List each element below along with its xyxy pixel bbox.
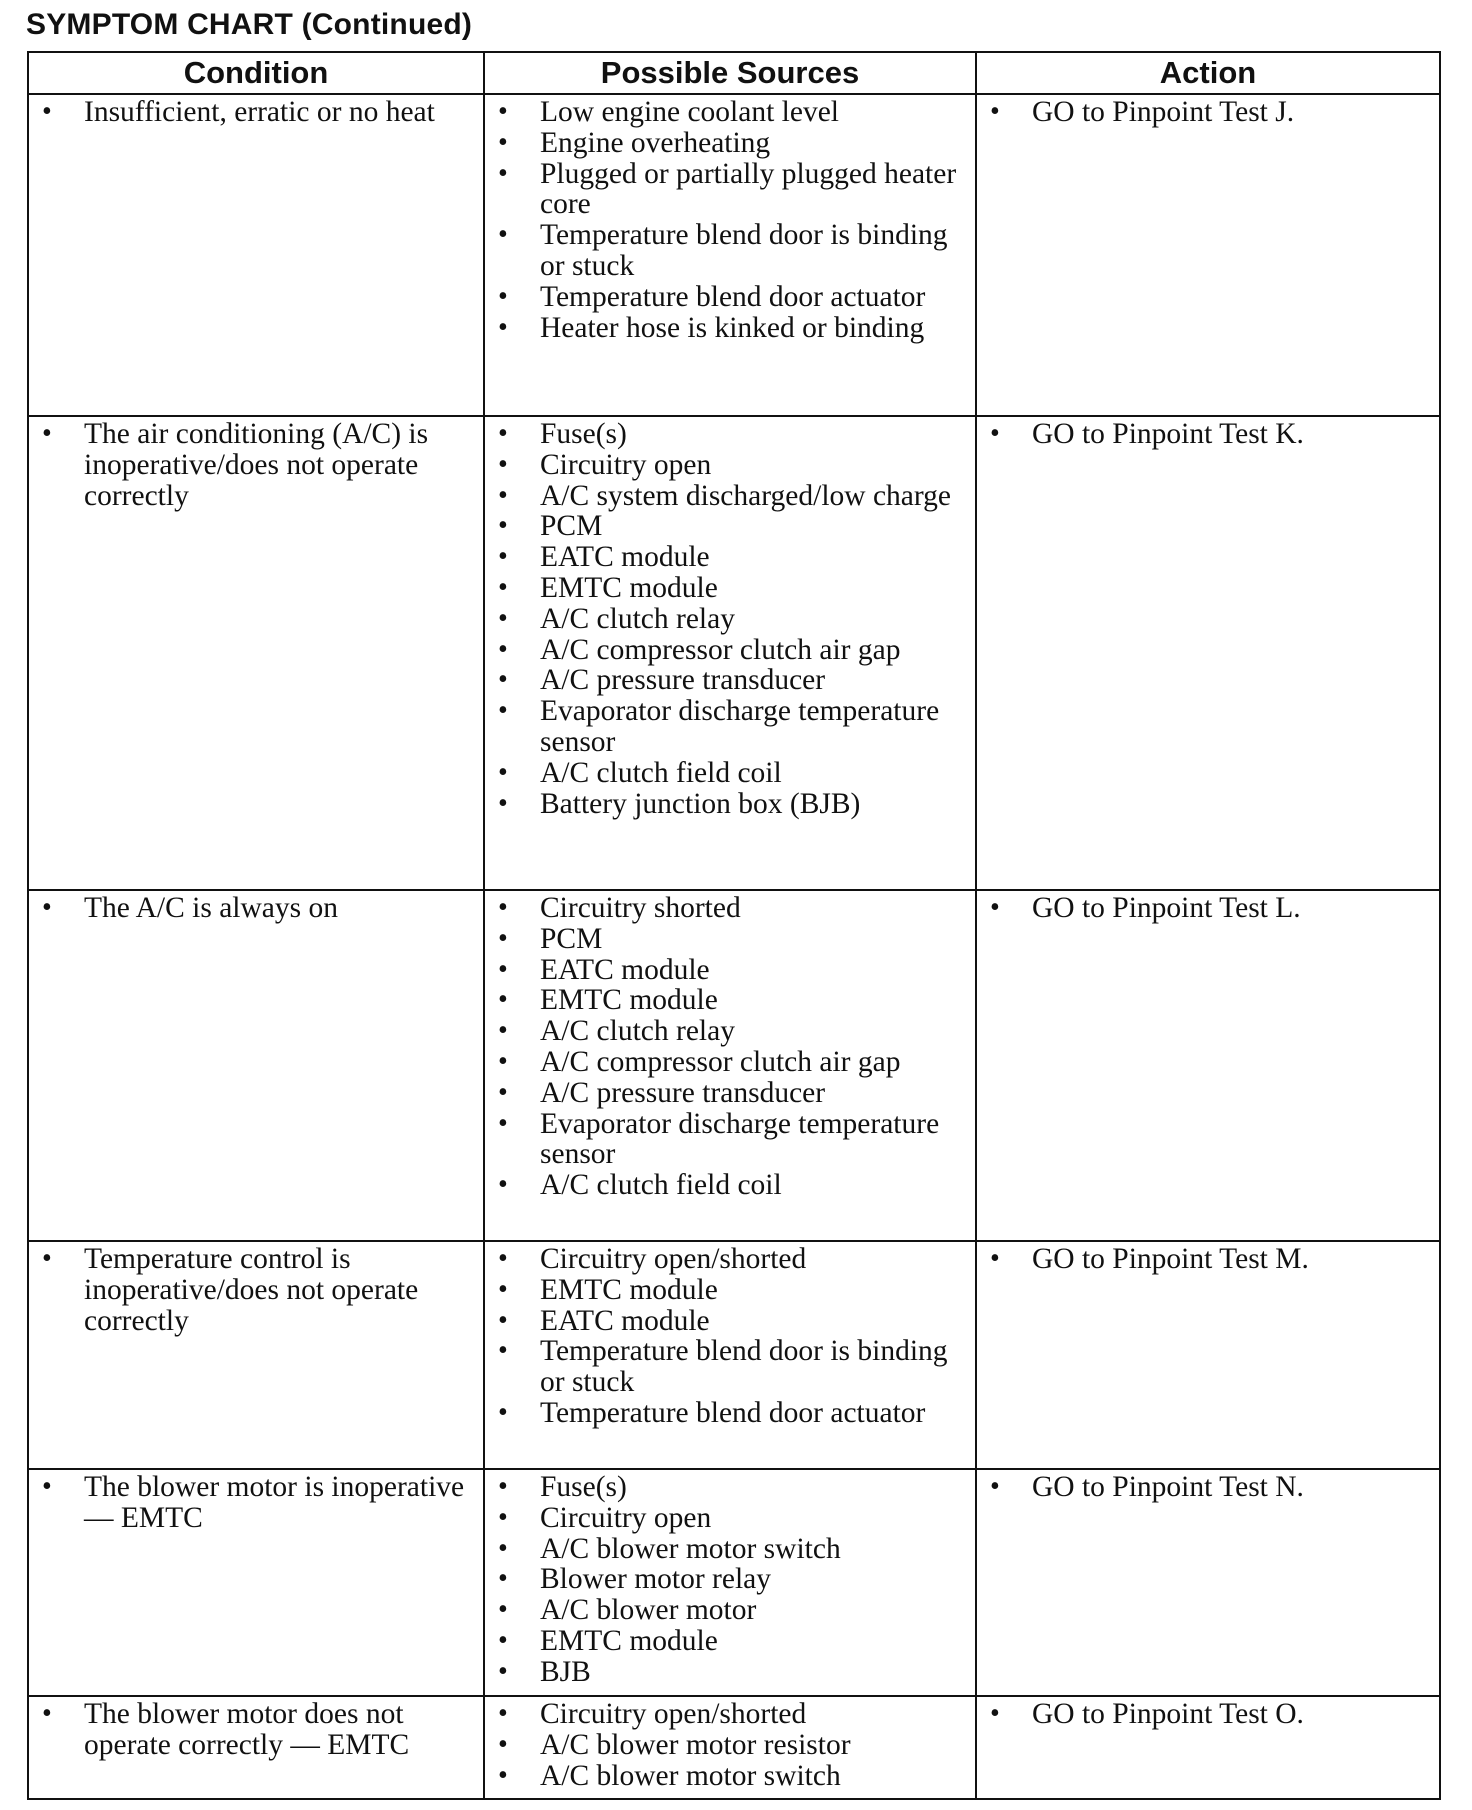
source-item: • Blower motor relay (495, 1564, 965, 1595)
source-item: • Low engine coolant level (495, 97, 965, 128)
sources-cell (484, 1469, 976, 1696)
source-item: • A/C clutch relay (495, 604, 965, 635)
table-row (28, 1696, 1440, 1799)
action-text: • GO to Pinpoint Test N. (987, 1472, 1429, 1503)
condition-cell (28, 416, 484, 890)
source-item: • EMTC module (495, 1275, 965, 1306)
source-item: • Evaporator discharge temperature sensor (495, 696, 965, 758)
action-text: • GO to Pinpoint Test M. (987, 1244, 1429, 1275)
sources-cell (484, 1241, 976, 1469)
source-item: • A/C clutch field coil (495, 1170, 965, 1201)
source-item: • EMTC module (495, 1626, 965, 1657)
source-item: • Battery junction box (BJB) (495, 789, 965, 820)
action-text: • GO to Pinpoint Test O. (987, 1699, 1429, 1730)
source-item: • Circuitry open/shorted (495, 1699, 965, 1730)
condition-text: • The A/C is always on (39, 893, 473, 924)
source-item: • Temperature blend door is binding or stuck (495, 1336, 965, 1398)
source-item: • Plugged or partially plugged heater core (495, 159, 965, 221)
condition-cell (28, 890, 484, 1241)
source-item: • A/C pressure transducer (495, 1078, 965, 1109)
source-item: • A/C system discharged/low charge (495, 481, 965, 512)
source-item: • Temperature blend door actuator (495, 282, 965, 313)
source-item: • Fuse(s) (495, 419, 965, 450)
source-item: • Fuse(s) (495, 1472, 965, 1503)
source-item: • Circuitry shorted (495, 893, 965, 924)
source-item: • Heater hose is kinked or binding (495, 313, 965, 344)
source-item: • A/C blower motor (495, 1595, 965, 1626)
header-condition: Condition (28, 52, 484, 94)
source-item: • BJB (495, 1657, 965, 1688)
condition-cell (28, 1469, 484, 1696)
source-item: • A/C blower motor switch (495, 1761, 965, 1792)
page-title: SYMPTOM CHART (Continued) (26, 8, 473, 41)
sources-cell (484, 890, 976, 1241)
source-item: • EMTC module (495, 985, 965, 1016)
sources-cell (484, 1696, 976, 1799)
source-item: • A/C pressure transducer (495, 665, 965, 696)
table-row (28, 94, 1440, 416)
source-item: • Evaporator discharge temperature sensor (495, 1109, 965, 1171)
action-cell (976, 890, 1440, 1241)
sources-cell (484, 416, 976, 890)
source-item: • PCM (495, 511, 965, 542)
condition-text: • The blower motor does not operate correctly — EMTC (39, 1699, 473, 1761)
action-cell (976, 416, 1440, 890)
source-item: • A/C clutch field coil (495, 758, 965, 789)
table-row (28, 416, 1440, 890)
action-cell (976, 1469, 1440, 1696)
condition-text: • Temperature control is inoperative/does not operate correctly (39, 1244, 473, 1336)
source-item: • PCM (495, 924, 965, 955)
source-item: • EATC module (495, 955, 965, 986)
source-item: • Temperature blend door is binding or stuck (495, 220, 965, 282)
table-row (28, 1469, 1440, 1696)
table-row (28, 1241, 1440, 1469)
table-row (28, 890, 1440, 1241)
condition-cell (28, 1696, 484, 1799)
header-action: Action (976, 52, 1440, 94)
source-item: • EATC module (495, 1306, 965, 1337)
source-item: • Circuitry open (495, 1503, 965, 1534)
condition-text: • The blower motor is inoperative — EMTC (39, 1472, 473, 1534)
action-text: • GO to Pinpoint Test J. (987, 97, 1429, 128)
source-item: • A/C blower motor switch (495, 1534, 965, 1565)
source-item: • Circuitry open/shorted (495, 1244, 965, 1275)
source-item: • Circuitry open (495, 450, 965, 481)
action-cell (976, 1696, 1440, 1799)
action-text: • GO to Pinpoint Test K. (987, 419, 1429, 450)
condition-cell (28, 1241, 484, 1469)
source-item: • A/C blower motor resistor (495, 1730, 965, 1761)
condition-text: • The air conditioning (A/C) is inoperative/does not operate correctly (39, 419, 473, 511)
source-item: • A/C clutch relay (495, 1016, 965, 1047)
source-item: • Engine overheating (495, 128, 965, 159)
sources-cell (484, 94, 976, 416)
source-item: • Temperature blend door actuator (495, 1398, 965, 1429)
source-item: • EMTC module (495, 573, 965, 604)
action-text: • GO to Pinpoint Test L. (987, 893, 1429, 924)
header-row (28, 52, 1440, 94)
action-cell (976, 1241, 1440, 1469)
symptom-chart-table (27, 51, 1441, 1800)
source-item: • A/C compressor clutch air gap (495, 635, 965, 666)
action-cell (976, 94, 1440, 416)
condition-cell (28, 94, 484, 416)
condition-text: • Insufficient, erratic or no heat (39, 97, 473, 128)
source-item: • A/C compressor clutch air gap (495, 1047, 965, 1078)
source-item: • EATC module (495, 542, 965, 573)
header-possible-sources: Possible Sources (484, 52, 976, 94)
